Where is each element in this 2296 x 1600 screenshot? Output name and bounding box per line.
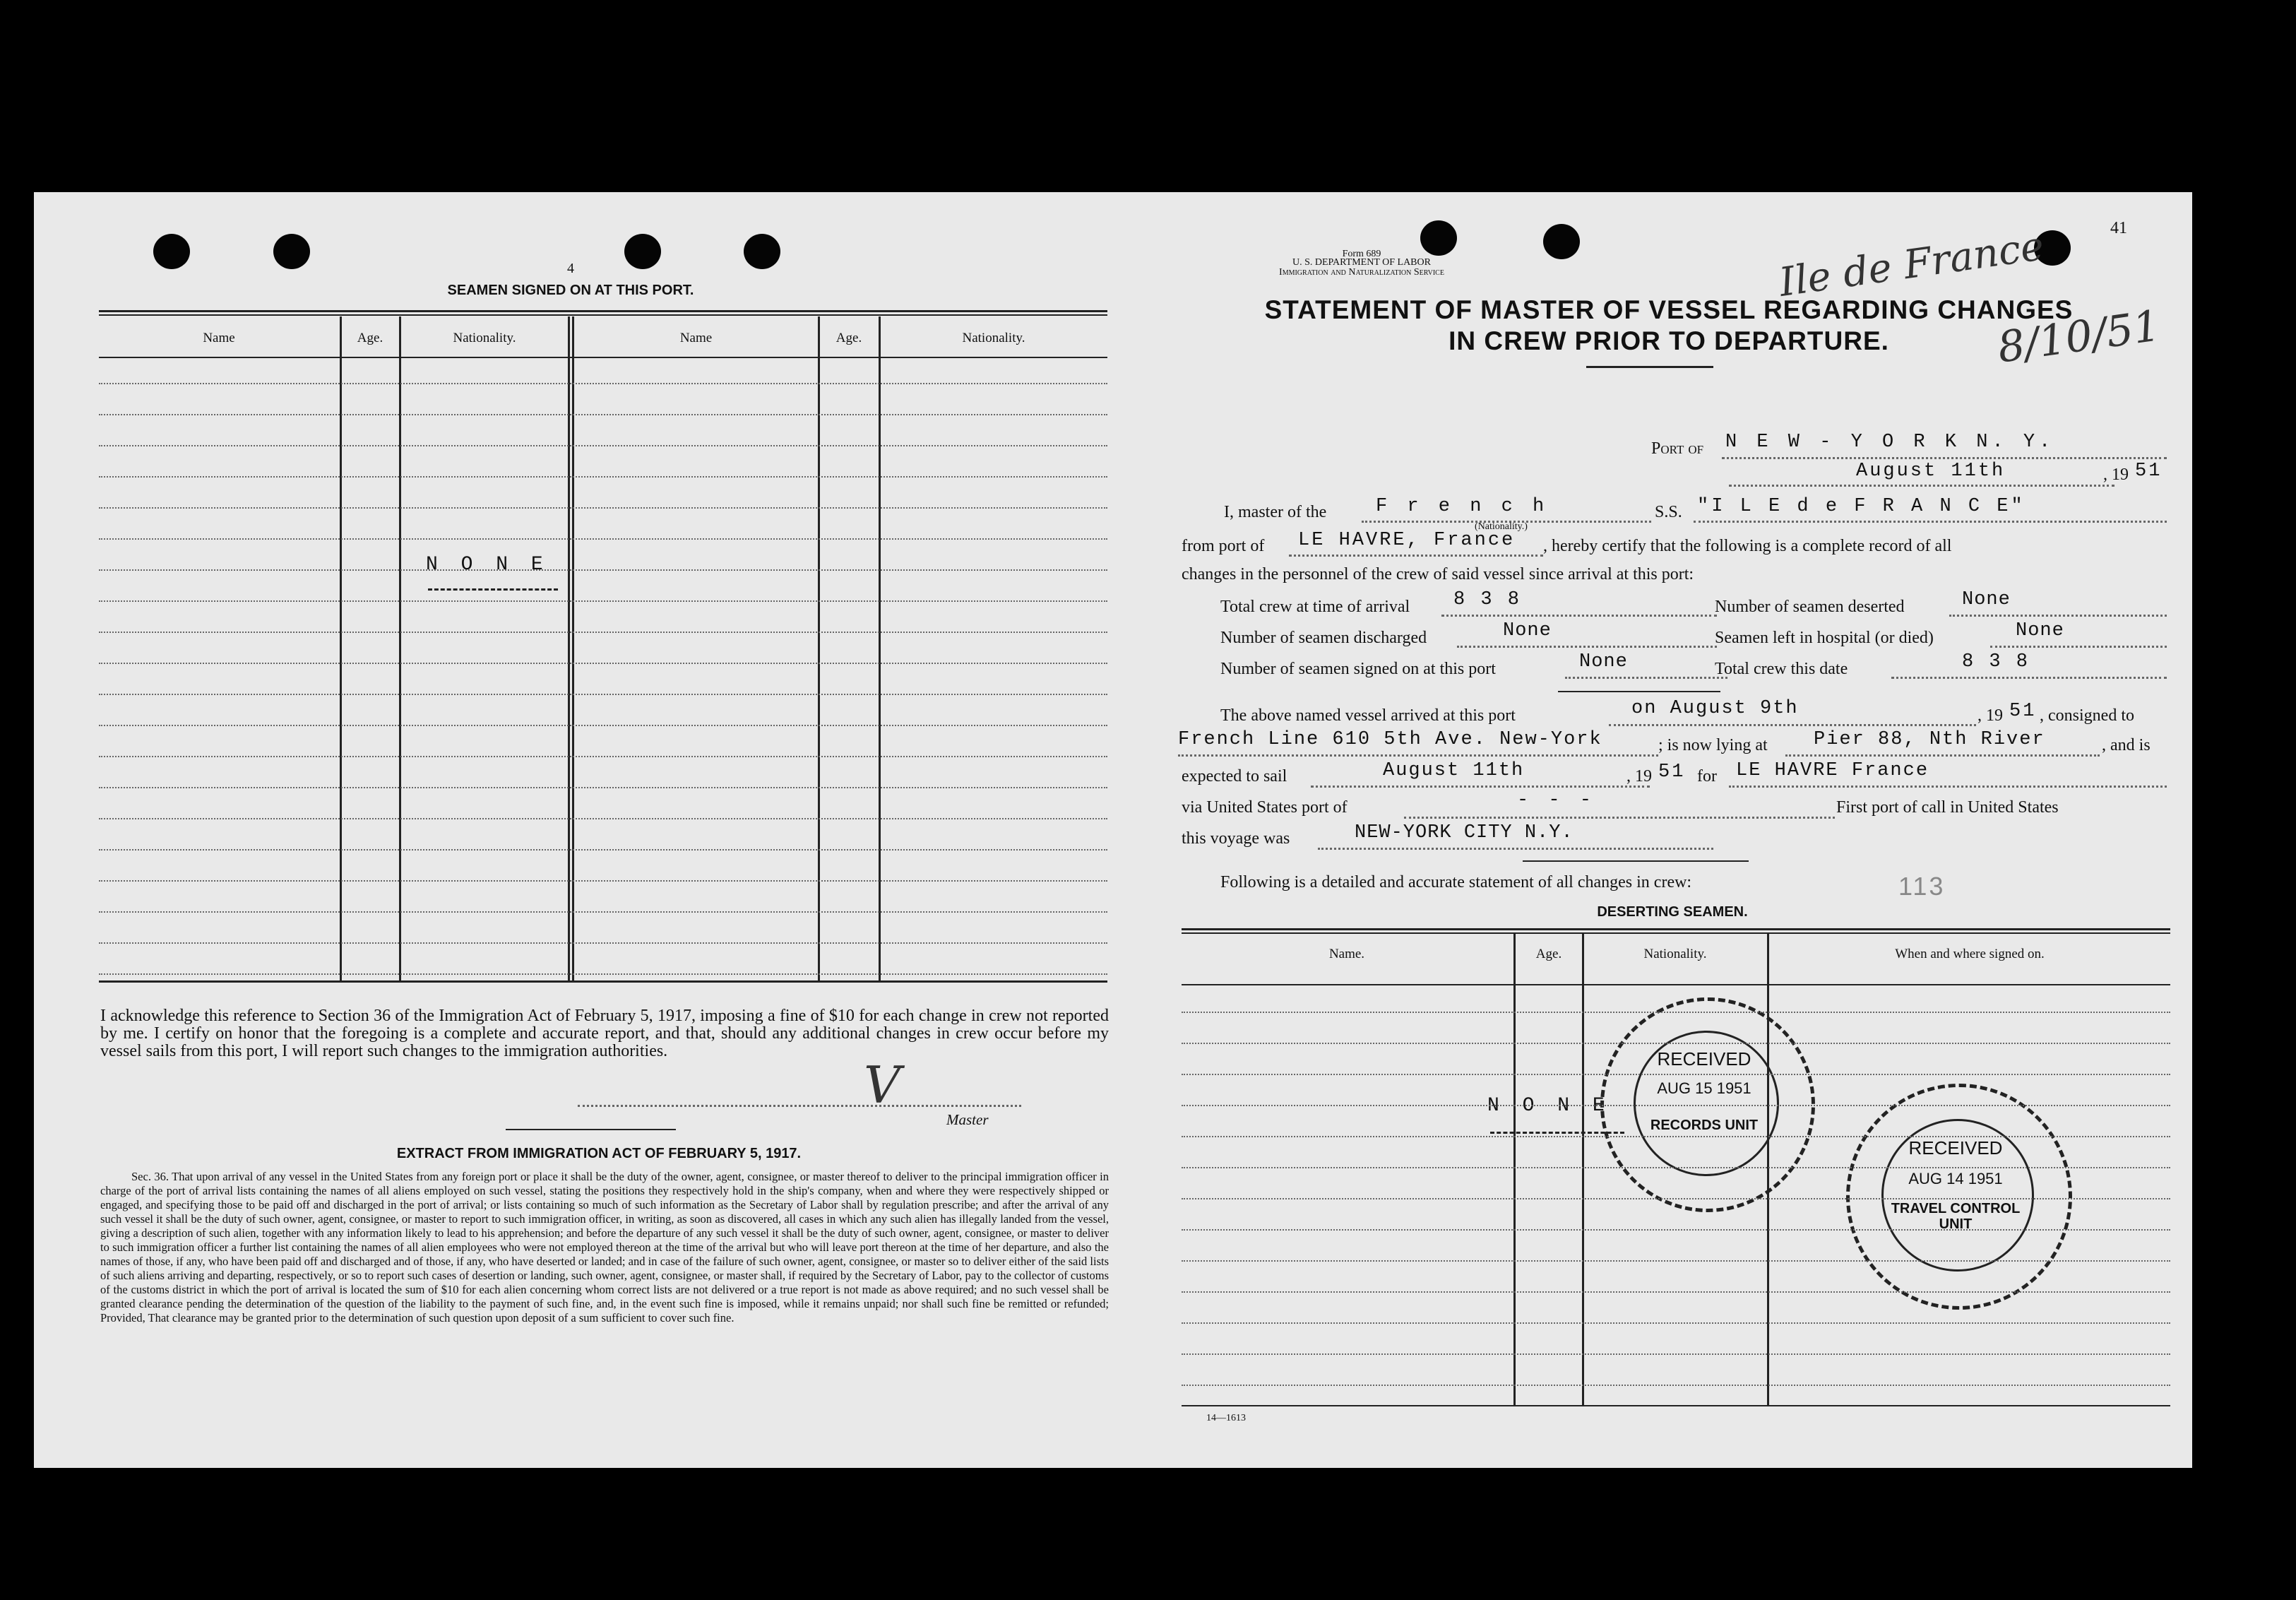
expected-label: expected to sail xyxy=(1182,767,1287,786)
first-port-label: First port of call in United States xyxy=(1836,798,2059,817)
none-entry: N O N E xyxy=(1487,1095,1610,1117)
column-header: Age. xyxy=(357,331,383,345)
stamp-unit: TRAVEL CONTROL UNIT xyxy=(1891,1201,2021,1232)
hospital-value: None xyxy=(2016,620,2064,641)
table-rule xyxy=(99,849,1107,851)
table-rule xyxy=(99,756,1107,757)
master-label: Master xyxy=(946,1111,989,1128)
service: Immigration and Naturalization Service xyxy=(1279,267,1444,278)
handwritten-date: 8/10/51 xyxy=(1994,301,2164,373)
table-rule xyxy=(1182,1136,2170,1137)
and-is-label: , and is xyxy=(2102,736,2151,754)
table-rule xyxy=(99,414,1107,415)
punch-hole xyxy=(273,234,310,269)
sail-year-value: 51 xyxy=(1658,762,1686,783)
stamp-unit: RECORDS UNIT xyxy=(1650,1118,1759,1133)
date-value: August 11th xyxy=(1856,461,2006,482)
table-rule xyxy=(1182,1353,2170,1355)
total-crew-arrival-value: 8 3 8 xyxy=(1453,589,1522,610)
total-crew-date-value: 8 3 8 xyxy=(1962,651,2030,672)
voyage-value: NEW-YORK CITY N.Y. xyxy=(1355,822,1574,843)
consignee-value: French Line 610 5th Ave. New-York xyxy=(1178,729,1602,750)
table-rule xyxy=(1182,1043,2170,1044)
table-rule xyxy=(1182,1291,2170,1293)
column-header: Age. xyxy=(1535,947,1562,961)
deserting-title: DESERTING SEAMEN. xyxy=(1597,904,1748,920)
punch-hole xyxy=(1543,224,1580,259)
stamp-number: 113 xyxy=(1898,872,1946,901)
form-title-line2: IN CREW PRIOR TO DEPARTURE. xyxy=(1449,326,1889,355)
nationality-caption: (Nationality.) xyxy=(1475,521,1528,532)
corner-number: 41 xyxy=(2110,219,2127,237)
discharged-value: None xyxy=(1503,620,1552,641)
table-rule xyxy=(99,787,1107,788)
certify-text-2: changes in the personnel of the crew of said vessel since arrival at this port: xyxy=(1182,565,1694,583)
total-crew-arrival-label: Total crew at time of arrival xyxy=(1220,598,1410,616)
deserted-label: Number of seamen deserted xyxy=(1715,598,1905,616)
lying-value: Pier 88, Nth River xyxy=(1814,729,2045,750)
handwritten-ship-name: Ile de France xyxy=(1776,223,2047,306)
stamp-date: AUG 14 1951 xyxy=(1908,1170,2003,1187)
table-rule xyxy=(1182,1322,2170,1324)
arrived-label: The above named vessel arrived at this port xyxy=(1220,706,1516,725)
table-rule xyxy=(1182,1167,2170,1168)
arrived-year-prefix: , 19 xyxy=(1977,706,2003,725)
nationality-value: F r e n c h xyxy=(1376,496,1549,517)
master-signature: V xyxy=(864,1055,900,1115)
deserted-value: None xyxy=(1962,589,2011,610)
department: U. S. DEPARTMENT OF LABOR xyxy=(1292,257,1431,268)
vessel-value: "I L E d e F R A N C E" xyxy=(1697,496,2026,517)
master-of-label: I, master of the xyxy=(1224,503,1327,521)
total-crew-date-label: Total crew this date xyxy=(1715,660,1848,678)
year-value: 51 xyxy=(2135,461,2163,482)
column-header: Nationality. xyxy=(453,331,516,345)
table-rule xyxy=(99,911,1107,913)
table-rule xyxy=(1182,1198,2170,1199)
column-header: Nationality. xyxy=(962,331,1025,345)
arrived-year-value: 51 xyxy=(2009,701,2037,722)
sail-date-value: August 11th xyxy=(1383,760,1525,781)
via-value: - - - xyxy=(1517,790,1596,811)
port-value: N E W - Y O R K N. Y. xyxy=(1725,432,2055,453)
from-port-value: LE HAVRE, France xyxy=(1298,530,1516,551)
table-rule xyxy=(99,694,1107,695)
table-rule xyxy=(99,725,1107,726)
voyage-label: this voyage was xyxy=(1182,829,1290,848)
table-rule xyxy=(99,663,1107,664)
discharged-label: Number of seamen discharged xyxy=(1220,629,1427,647)
punch-hole xyxy=(624,234,661,269)
column-header: When and where signed on. xyxy=(1895,947,2045,961)
table-rule xyxy=(1182,1229,2170,1231)
form-number: Form 689 xyxy=(1342,249,1381,259)
section-title: SEAMEN SIGNED ON AT THIS PORT. xyxy=(447,283,694,298)
table-rule xyxy=(99,600,1107,602)
table-rule xyxy=(1182,1260,2170,1262)
table-rule xyxy=(99,818,1107,819)
column-header: Name. xyxy=(1328,947,1365,961)
following-label: Following is a detailed and accurate statement of all changes in crew: xyxy=(1220,873,1692,891)
stamp-text: RECEIVED xyxy=(1657,1048,1751,1069)
sail-year-prefix: , 19 xyxy=(1626,767,1652,786)
signed-on-label: Number of seamen signed on at this port xyxy=(1220,660,1496,678)
table-rule xyxy=(1182,1105,2170,1106)
form-title: STATEMENT OF MASTER OF VESSEL REGARDING CHANGES xyxy=(1264,295,2074,324)
table-rule xyxy=(99,973,1107,975)
table-rule xyxy=(1182,1074,2170,1075)
document-sheet xyxy=(34,192,2192,1468)
table-rule xyxy=(99,632,1107,633)
table-rule xyxy=(1182,1012,2170,1013)
year-prefix: , 19 xyxy=(2103,466,2129,484)
port-label: Port of xyxy=(1651,439,1704,458)
table-rule xyxy=(1182,1385,2170,1386)
table-rule xyxy=(99,507,1107,509)
table-rule xyxy=(99,942,1107,944)
from-port-label: from port of xyxy=(1182,537,1265,555)
extract-title: EXTRACT FROM IMMIGRATION ACT OF FEBRUARY 5, 1917. xyxy=(396,1146,802,1161)
table-rule xyxy=(99,445,1107,446)
table-rule xyxy=(99,383,1107,384)
table-rule xyxy=(99,880,1107,882)
punch-hole xyxy=(153,234,190,269)
consigned-label: , consigned to xyxy=(2040,706,2134,725)
signed-on-value: None xyxy=(1579,651,1628,672)
ss-label: S.S. xyxy=(1655,503,1682,521)
table-rule xyxy=(99,569,1107,571)
hospital-label: Seamen left in hospital (or died) xyxy=(1715,629,1934,647)
stamp-date: AUG 15 1951 xyxy=(1657,1079,1751,1097)
punch-hole xyxy=(744,234,780,269)
column-header: Name xyxy=(203,331,235,345)
column-header: Age. xyxy=(835,331,862,345)
column-header: Name xyxy=(679,331,713,345)
acknowledgment-text: I acknowledge this reference to Section 36 of the Immigration Act of February 5, 1917, imposing a fine of $10 for each change in crew not reported by me. I certify on honor that the foregoing is a complete and accurate report, and that, should any additional changes in crew occur before my vessel sails from this port, I will report such changes to the immigration authorities. xyxy=(100,1007,1109,1060)
column-header: Nationality. xyxy=(1643,947,1707,961)
via-label: via United States port of xyxy=(1182,798,1348,817)
page-number: 4 xyxy=(567,261,574,276)
arrived-value: on August 9th xyxy=(1631,698,1799,719)
table-rule xyxy=(99,476,1107,478)
destination-value: LE HAVRE France xyxy=(1736,760,1929,781)
extract-text: Sec. 36. That upon arrival of any vessel in the United States from any foreign port or place it shall be the duty of the owner, agent, consignee, or master thereof to deliver to the principal immigration officer in charge of the port of arrival lists containing the names of all aliens employed on such vessel, stating the positions they respectively hold in the ship's company, when and where they were respectively shipped or engaged, and specifying those to be paid off and discharged in the port of arrival; or lists containing so much of such information as the Secretary of Labor shall by regulation prescribe; and after the arrival of any such vessel it shall be the duty of such owner, agent, consignee, or master to report to such immigration officer, in writing, as soon as discovered, all cases in which any such alien has illegally landed from the vessel, giving a description of such alien, together with any information likely to lead to his apprehension; and before the departure of any such vessel it shall be the duty of such owner, agent, consignee, or master to deliver to such immigration officer a further list containing the names of all alien employees who were not employed thereon at the time of the arrival but who will leave port thereon at the time of her departure, and also the names of those, if any, who have been paid off and discharged and of those, if any, who have deserted or landed; and in case of the failure of such owner, agent, consignee, or master so to deliver either of the said lists of such aliens arriving and departing, respectively, or so to report such cases of desertion or landing, such owner, agent, consignee, or master shall, if required by the Secretary of Labor, pay to the collector of customs of the customs district in which the port of arrival is located the sum of $10 for each alien concerning whom correct lists are not delivered or a true report is not made as above required; and no such vessel shall be granted clearance pending the determination of the question of the liability to the payment of such fine, and, in the event such fine is imposed, while it remains unpaid; nor shall such fine be remitted or refunded; Provided, That clearance may be granted prior to the determination of such question upon deposit of a sum sufficient to cover such fine. xyxy=(100,1170,1109,1325)
footer-code: 14—1613 xyxy=(1206,1413,1246,1423)
lying-label: ; is now lying at xyxy=(1658,736,1768,754)
stamp-text: RECEIVED xyxy=(1908,1137,2003,1158)
none-entry: N O N E xyxy=(426,554,549,576)
table-rule xyxy=(99,538,1107,540)
certify-text: , hereby certify that the following is a complete record of all xyxy=(1543,537,1952,555)
for-label: for xyxy=(1697,767,1717,786)
